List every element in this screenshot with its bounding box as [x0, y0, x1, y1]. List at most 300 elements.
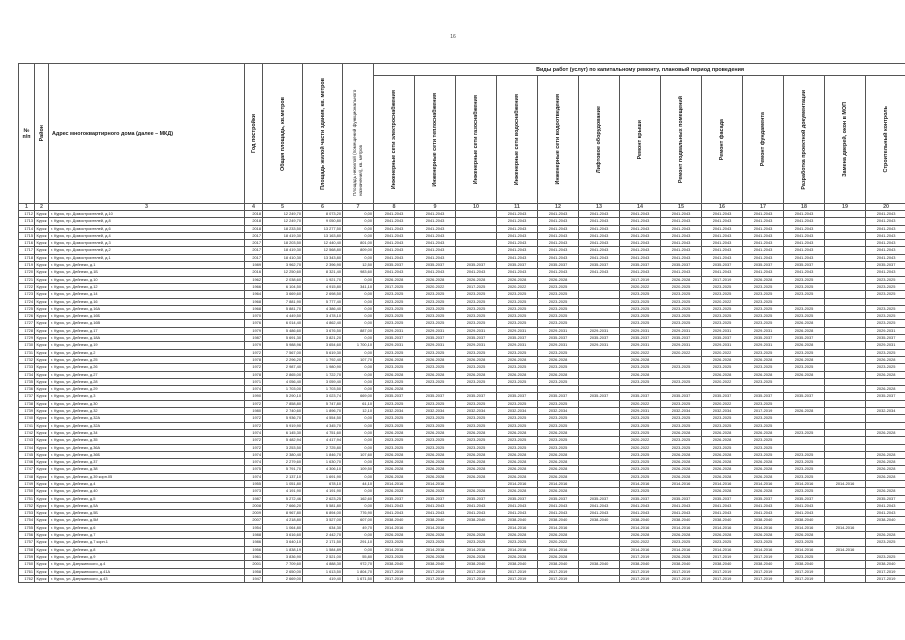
table-cell: Курск	[35, 546, 49, 553]
table-cell: 1966	[245, 283, 263, 290]
table-cell: г. Курск, ул. Дейнеки, д.17	[49, 327, 245, 334]
table-cell	[825, 488, 866, 495]
table-cell	[579, 524, 620, 531]
table-cell: 1732	[19, 356, 35, 363]
col-number-cell: 12	[538, 204, 579, 211]
table-cell: 2023-2025	[784, 276, 825, 283]
table-cell: 1968	[245, 298, 263, 305]
table-cell: 1723	[19, 291, 35, 298]
table-cell: 1717	[19, 247, 35, 254]
table-cell: 2023-2025	[415, 364, 456, 371]
table-cell: 2035-2037	[702, 335, 743, 342]
table-cell: 2023-2025	[661, 364, 702, 371]
table-cell: 2023-2025	[661, 298, 702, 305]
table-cell	[579, 575, 620, 582]
table-cell: 3 962,70	[263, 262, 303, 269]
table-cell: 1746	[19, 459, 35, 466]
table-cell: 2035-2037	[866, 393, 905, 400]
table-cell: 2041-2043	[497, 269, 538, 276]
table-cell: 2026-2028	[702, 356, 743, 363]
table-cell: 2023-2025	[784, 349, 825, 356]
table-cell: 2026-2028	[866, 451, 905, 458]
table-cell: 2023-2025	[497, 415, 538, 422]
table-cell: 2029-2031	[620, 327, 661, 334]
table-cell: 2018	[245, 225, 263, 232]
col-work-header: Инженерные сети газоснабжения	[456, 76, 497, 204]
table-row	[19, 364, 905, 371]
table-cell: 2026-2028	[456, 473, 497, 480]
table-cell: 2035-2037	[661, 393, 702, 400]
table-cell: 2023-2025	[620, 459, 661, 466]
col-number-cell: 15	[661, 204, 702, 211]
col-work-header: Строительный контроль	[866, 76, 905, 204]
table-cell	[825, 553, 866, 560]
table-cell: 2 396,90	[303, 262, 343, 269]
table-cell: 2020-2022	[620, 539, 661, 546]
table-cell: г. Курск, ул. Дейнеки, д.26	[49, 364, 245, 371]
table-cell: 2026-2028	[497, 473, 538, 480]
table-row	[19, 240, 905, 247]
table-cell: 2 725,80	[303, 444, 343, 451]
table-cell: 2023-2025	[620, 451, 661, 458]
table-cell: 2023-2025	[866, 283, 905, 290]
table-cell: 2023-2025	[415, 313, 456, 320]
table-cell: 2041-2043	[497, 225, 538, 232]
table-cell: г. Курск, ул. Дейнеки, д.9	[49, 553, 245, 560]
col-work-header: Инженерные сети электроснабжения	[374, 76, 415, 204]
table-cell: 2041-2043	[702, 240, 743, 247]
table-cell: г. Курск, ул. Дейнеки, д.2	[49, 349, 245, 356]
table-cell: 2023-2025	[784, 313, 825, 320]
table-cell: 2041-2043	[743, 232, 784, 239]
table-cell: 419,40	[303, 575, 343, 582]
table-cell: 0,00	[343, 218, 374, 225]
table-cell: 2041-2043	[702, 232, 743, 239]
table-cell: 2026-2028	[743, 488, 784, 495]
table-cell: 2029-2031	[374, 342, 415, 349]
table-cell: 1734	[19, 371, 35, 378]
table-row	[19, 561, 905, 568]
col-work-header: Инженерные сети водоотведения	[538, 76, 579, 204]
table-cell: г. Курск, пр. Домостроителей, д.3	[49, 240, 245, 247]
table-cell: 2023-2025	[374, 313, 415, 320]
table-cell: Курск	[35, 254, 49, 261]
table-cell: 2023-2025	[702, 313, 743, 320]
table-cell	[825, 262, 866, 269]
table-cell	[456, 247, 497, 254]
table-cell	[661, 488, 702, 495]
table-cell: 2041-2043	[661, 240, 702, 247]
table-cell: 2041-2043	[374, 225, 415, 232]
table-cell: 2014-2016	[702, 480, 743, 487]
table-cell: 2017-2019	[456, 568, 497, 575]
table-cell: Курск	[35, 444, 49, 451]
table-cell: 2023-2025	[497, 378, 538, 385]
table-cell: 2035-2037	[743, 335, 784, 342]
table-cell	[825, 327, 866, 334]
table-cell: 2029-2031	[620, 342, 661, 349]
table-cell: 9 050,80	[303, 218, 343, 225]
table-cell: 2026-2028	[456, 276, 497, 283]
table-cell: 2041-2043	[374, 510, 415, 517]
table-cell: г. Курск, пр. Домостроителей, д.2	[49, 247, 245, 254]
table-cell: 2035-2037	[456, 495, 497, 502]
table-cell: 2026-2028	[497, 429, 538, 436]
table-cell	[825, 386, 866, 393]
table-cell: 13 343,80	[303, 254, 343, 261]
table-cell	[579, 364, 620, 371]
table-cell	[579, 473, 620, 480]
table-cell: 2023-2025	[743, 378, 784, 385]
table-cell	[866, 480, 905, 487]
table-cell: г. Курск, ул. Дейнеки, д.7 корп.1	[49, 539, 245, 546]
table-cell: 1978	[245, 371, 263, 378]
table-cell: 4 218,80	[263, 517, 303, 524]
table-row	[19, 313, 905, 320]
table-cell: Курск	[35, 517, 49, 524]
table-cell: 2026-2028	[415, 276, 456, 283]
table-cell: 2041-2043	[579, 225, 620, 232]
table-cell	[661, 371, 702, 378]
table-cell	[825, 269, 866, 276]
table-cell	[825, 561, 866, 568]
table-cell: 7 567,00	[263, 349, 303, 356]
table-cell: 2041-2043	[702, 510, 743, 517]
table-cell: Курск	[35, 356, 49, 363]
table-cell: 2023-2025	[497, 349, 538, 356]
table-cell: Курск	[35, 225, 49, 232]
table-cell: 2038-2040	[702, 517, 743, 524]
table-cell: 2041-2043	[866, 232, 905, 239]
table-cell	[825, 349, 866, 356]
table-cell	[825, 240, 866, 247]
table-cell: 2026-2028	[702, 532, 743, 539]
table-cell: 2038-2040	[866, 517, 905, 524]
table-cell: 2041-2043	[538, 225, 579, 232]
table-cell: 2041-2043	[661, 247, 702, 254]
table-cell: 5 581,80	[303, 502, 343, 509]
table-cell: г. Курск, ул. Дзержинского, д.43	[49, 575, 245, 582]
table-cell: 2041-2043	[661, 269, 702, 276]
table-cell: г. Курск, ул. Дейнеки, д.29	[49, 386, 245, 393]
table-cell: 2023-2025	[784, 305, 825, 312]
table-cell: 5 988,96	[263, 342, 303, 349]
table-cell: 1749	[19, 480, 35, 487]
table-cell: 2041-2043	[456, 269, 497, 276]
table-cell	[579, 451, 620, 458]
table-cell: 2041-2043	[620, 510, 661, 517]
table-cell: 2026-2028	[743, 429, 784, 436]
table-row	[19, 269, 905, 276]
table-cell	[579, 291, 620, 298]
table-cell: 2038-2040	[579, 517, 620, 524]
table-cell: 1974	[245, 451, 263, 458]
table-cell: 13 277,50	[303, 225, 343, 232]
table-cell: 2026-2028	[538, 276, 579, 283]
table-cell: 2035-2037	[702, 262, 743, 269]
table-cell: 2023-2025	[743, 320, 784, 327]
table-cell: 2026-2028	[784, 342, 825, 349]
table-cell: 2041-2043	[866, 247, 905, 254]
table-cell: 2023-2025	[456, 444, 497, 451]
table-cell: 6 894,00	[303, 510, 343, 517]
table-cell: 2023-2025	[415, 291, 456, 298]
table-cell: 2026-2028	[415, 356, 456, 363]
table-cell: 2 038,60	[263, 276, 303, 283]
table-cell: 2014-2016	[538, 480, 579, 487]
table-cell: 2026-2028	[415, 466, 456, 473]
table-cell	[579, 408, 620, 415]
table-cell: 2041-2043	[661, 218, 702, 225]
table-cell	[825, 247, 866, 254]
table-cell: 2023-2025	[374, 298, 415, 305]
table-cell: 2018	[245, 218, 263, 225]
table-cell: 2023-2025	[538, 415, 579, 422]
table-cell	[579, 320, 620, 327]
table-cell: 1716	[19, 240, 35, 247]
table-cell: 2 669,00	[263, 575, 303, 582]
table-cell: Курск	[35, 276, 49, 283]
table-cell: Курск	[35, 553, 49, 560]
table-cell: 2023-2025	[374, 400, 415, 407]
table-cell: 2 380,40	[263, 451, 303, 458]
table-cell: 2014-2016	[538, 546, 579, 553]
table-cell: 2041-2043	[538, 232, 579, 239]
table-cell: 2035-2037	[456, 262, 497, 269]
table-cell: Курск	[35, 240, 49, 247]
table-cell: 2041-2043	[784, 232, 825, 239]
table-cell: 3 669,60	[263, 291, 303, 298]
table-cell: 1970	[245, 313, 263, 320]
table-cell: 2041-2043	[620, 225, 661, 232]
table-cell: 2026-2028	[743, 371, 784, 378]
table-cell: 1 980,90	[303, 364, 343, 371]
col-number-cell: 14	[620, 204, 661, 211]
table-cell	[579, 371, 620, 378]
table-cell: 1 700,10	[343, 342, 374, 349]
table-cell: 2023-2025	[702, 444, 743, 451]
table-cell: 12 250,60	[263, 269, 303, 276]
table-cell	[579, 356, 620, 363]
table-cell: 0,00	[343, 349, 374, 356]
table-cell: 2041-2043	[579, 502, 620, 509]
table-cell: 2 865,00	[263, 371, 303, 378]
table-cell: 2035-2037	[415, 495, 456, 502]
table-cell: 2029-2031	[538, 327, 579, 334]
table-cell: 2029-2031	[702, 327, 743, 334]
table-cell: Курск	[35, 393, 49, 400]
table-cell	[825, 254, 866, 261]
table-cell: 2035-2037	[538, 335, 579, 342]
table-cell: 2038-2040	[866, 561, 905, 568]
table-cell: 2041-2043	[784, 247, 825, 254]
table-cell: 1987	[245, 495, 263, 502]
table-cell	[825, 532, 866, 539]
table-cell: 1753	[19, 510, 35, 517]
table-cell: 2041-2043	[784, 218, 825, 225]
table-cell: 13 163,80	[303, 232, 343, 239]
table-cell: 4 386,40	[303, 305, 343, 312]
table-cell: 2029-2031	[579, 342, 620, 349]
table-cell: 776,90	[343, 510, 374, 517]
table-cell: Курск	[35, 466, 49, 473]
col-number-cell: 20	[866, 204, 905, 211]
table-cell: 1720	[19, 269, 35, 276]
table-cell: 2017-2019	[620, 568, 661, 575]
table-cell: 1736	[19, 386, 35, 393]
table-cell: 2020-2025	[661, 283, 702, 290]
table-cell: г. Курск, ул. Дейнеки, д.14	[49, 291, 245, 298]
table-cell: 2026-2028	[456, 356, 497, 363]
table-cell: 2014-2016	[538, 524, 579, 531]
table-cell: 18 203,50	[263, 240, 303, 247]
table-cell: 1 584,89	[303, 546, 343, 553]
table-row	[19, 371, 905, 378]
table-cell: 2026-2028	[374, 459, 415, 466]
table-cell: 1973	[245, 488, 263, 495]
table-cell: 2020-2022	[702, 400, 743, 407]
table-cell: 2023-2025	[415, 305, 456, 312]
table-cell: 2023-2025	[866, 276, 905, 283]
table-cell: 2026-2028	[415, 532, 456, 539]
col-number-cell: 13	[579, 204, 620, 211]
table-cell: г. Курск, ул. Дейнеки, д.5	[49, 495, 245, 502]
table-cell: г. Курск, ул. Дейнеки, д.3	[49, 393, 245, 400]
table-cell: 2026-2028	[456, 371, 497, 378]
table-cell	[579, 546, 620, 553]
table-cell: 2026-2028	[456, 553, 497, 560]
table-cell: 2041-2043	[866, 502, 905, 509]
table-cell: 107,70	[343, 356, 374, 363]
table-cell: Курск	[35, 502, 49, 509]
table-cell: 2017-2019	[866, 575, 905, 582]
table-cell: 2032-2034	[702, 408, 743, 415]
table-cell: г. Курск, ул. Дейнеки, д.18А	[49, 335, 245, 342]
table-cell: 2038-2040	[784, 517, 825, 524]
table-row	[19, 495, 905, 502]
table-cell: 2017-2019	[497, 575, 538, 582]
col-living-area-header: Площадь жилой части здания, кв. метров	[303, 64, 343, 204]
table-cell	[825, 371, 866, 378]
table-cell: 2023-2025	[538, 400, 579, 407]
table-cell: 4 306,10	[303, 466, 343, 473]
table-cell: 0,00	[343, 444, 374, 451]
table-cell: 983,60	[343, 269, 374, 276]
table-cell: 3 527,00	[303, 517, 343, 524]
table-cell: 2023-2025	[374, 320, 415, 327]
table-cell: 2023-2025	[743, 298, 784, 305]
table-cell: 2026-2028	[374, 356, 415, 363]
table-cell: 2041-2043	[866, 510, 905, 517]
table-cell: 2035-2037	[497, 262, 538, 269]
table-cell: Курск	[35, 342, 49, 349]
table-cell: 2023-2025	[743, 415, 784, 422]
table-cell: 2026-2028	[538, 466, 579, 473]
table-cell: 18 410,30	[263, 254, 303, 261]
table-cell: 2041-2043	[702, 254, 743, 261]
table-cell: 2035-2037	[702, 495, 743, 502]
table-cell: 2026-2028	[415, 371, 456, 378]
table-cell: 3 253,50	[263, 444, 303, 451]
table-row	[19, 327, 905, 334]
table-cell	[579, 466, 620, 473]
table-cell: 1947	[245, 575, 263, 582]
table-cell: 8 967,80	[263, 510, 303, 517]
table-row	[19, 342, 905, 349]
table-cell: Курск	[35, 283, 49, 290]
table-cell: 2023-2025	[743, 291, 784, 298]
table-cell: 2017-2019	[743, 568, 784, 575]
table-cell: 2023-2025	[702, 539, 743, 546]
table-cell: 0,00	[343, 298, 374, 305]
table-cell: 2014-2016	[661, 480, 702, 487]
table-cell: 2041-2043	[415, 225, 456, 232]
table-cell: 2029-2031	[415, 342, 456, 349]
table-cell: 2041-2043	[538, 510, 579, 517]
table-cell: 2026-2028	[866, 371, 905, 378]
table-cell: 4 751,60	[303, 429, 343, 436]
table-cell: 1 792,40	[303, 356, 343, 363]
table-cell: 2029-2031	[374, 327, 415, 334]
table-cell: 2017-2019	[784, 575, 825, 582]
table-cell	[579, 298, 620, 305]
table-cell: г. Курск, пр. Домостроителей, д.8	[49, 218, 245, 225]
table-cell: 5 936,70	[263, 415, 303, 422]
table-cell: 2014-2016	[702, 546, 743, 553]
page-number: 16	[450, 34, 456, 40]
table-cell: 2041-2043	[538, 218, 579, 225]
table-cell: 0,00	[343, 437, 374, 444]
table-cell: 2026-2028	[743, 276, 784, 283]
table-cell: 2020-2022	[661, 349, 702, 356]
table-cell: 2023-2025	[456, 313, 497, 320]
table-cell: Курск	[35, 349, 49, 356]
col-number-cell: 16	[702, 204, 743, 211]
table-cell: 2041-2043	[620, 502, 661, 509]
table-cell: Курск	[35, 495, 49, 502]
table-cell: 1727	[19, 320, 35, 327]
table-cell: 2041-2043	[538, 211, 579, 218]
table-cell: 2041-2043	[415, 247, 456, 254]
table-row	[19, 378, 905, 385]
table-cell: 2023-2025	[456, 437, 497, 444]
table-row	[19, 283, 905, 290]
table-row	[19, 488, 905, 495]
table-cell: Курск	[35, 232, 49, 239]
table-cell: 0,00	[343, 502, 374, 509]
table-row	[19, 502, 905, 509]
table-cell: 7 666,20	[263, 502, 303, 509]
table-cell: 2023-2025	[497, 422, 538, 429]
table-cell: Курск	[35, 488, 49, 495]
works-title-header: Виды работ (услуг) по капитальному ремонту, плановый период проведения	[374, 64, 905, 76]
table-cell: 2017-2019	[456, 575, 497, 582]
table-cell: 2026-2028	[538, 356, 579, 363]
table-cell: Курск	[35, 539, 49, 546]
table-cell	[825, 575, 866, 582]
table-cell: 2014-2016	[743, 546, 784, 553]
table-cell: 2026-2028	[538, 532, 579, 539]
table-cell: 2014-2016	[620, 524, 661, 531]
table-cell: 2023-2025	[497, 539, 538, 546]
table-cell: 2041-2043	[497, 232, 538, 239]
table-cell: 2026-2028	[497, 371, 538, 378]
table-cell: 2041-2043	[661, 211, 702, 218]
table-cell: 8 073,20	[303, 211, 343, 218]
table-cell: 1722	[19, 283, 35, 290]
table-cell: Курск	[35, 568, 49, 575]
table-cell: 2026-2028	[661, 429, 702, 436]
